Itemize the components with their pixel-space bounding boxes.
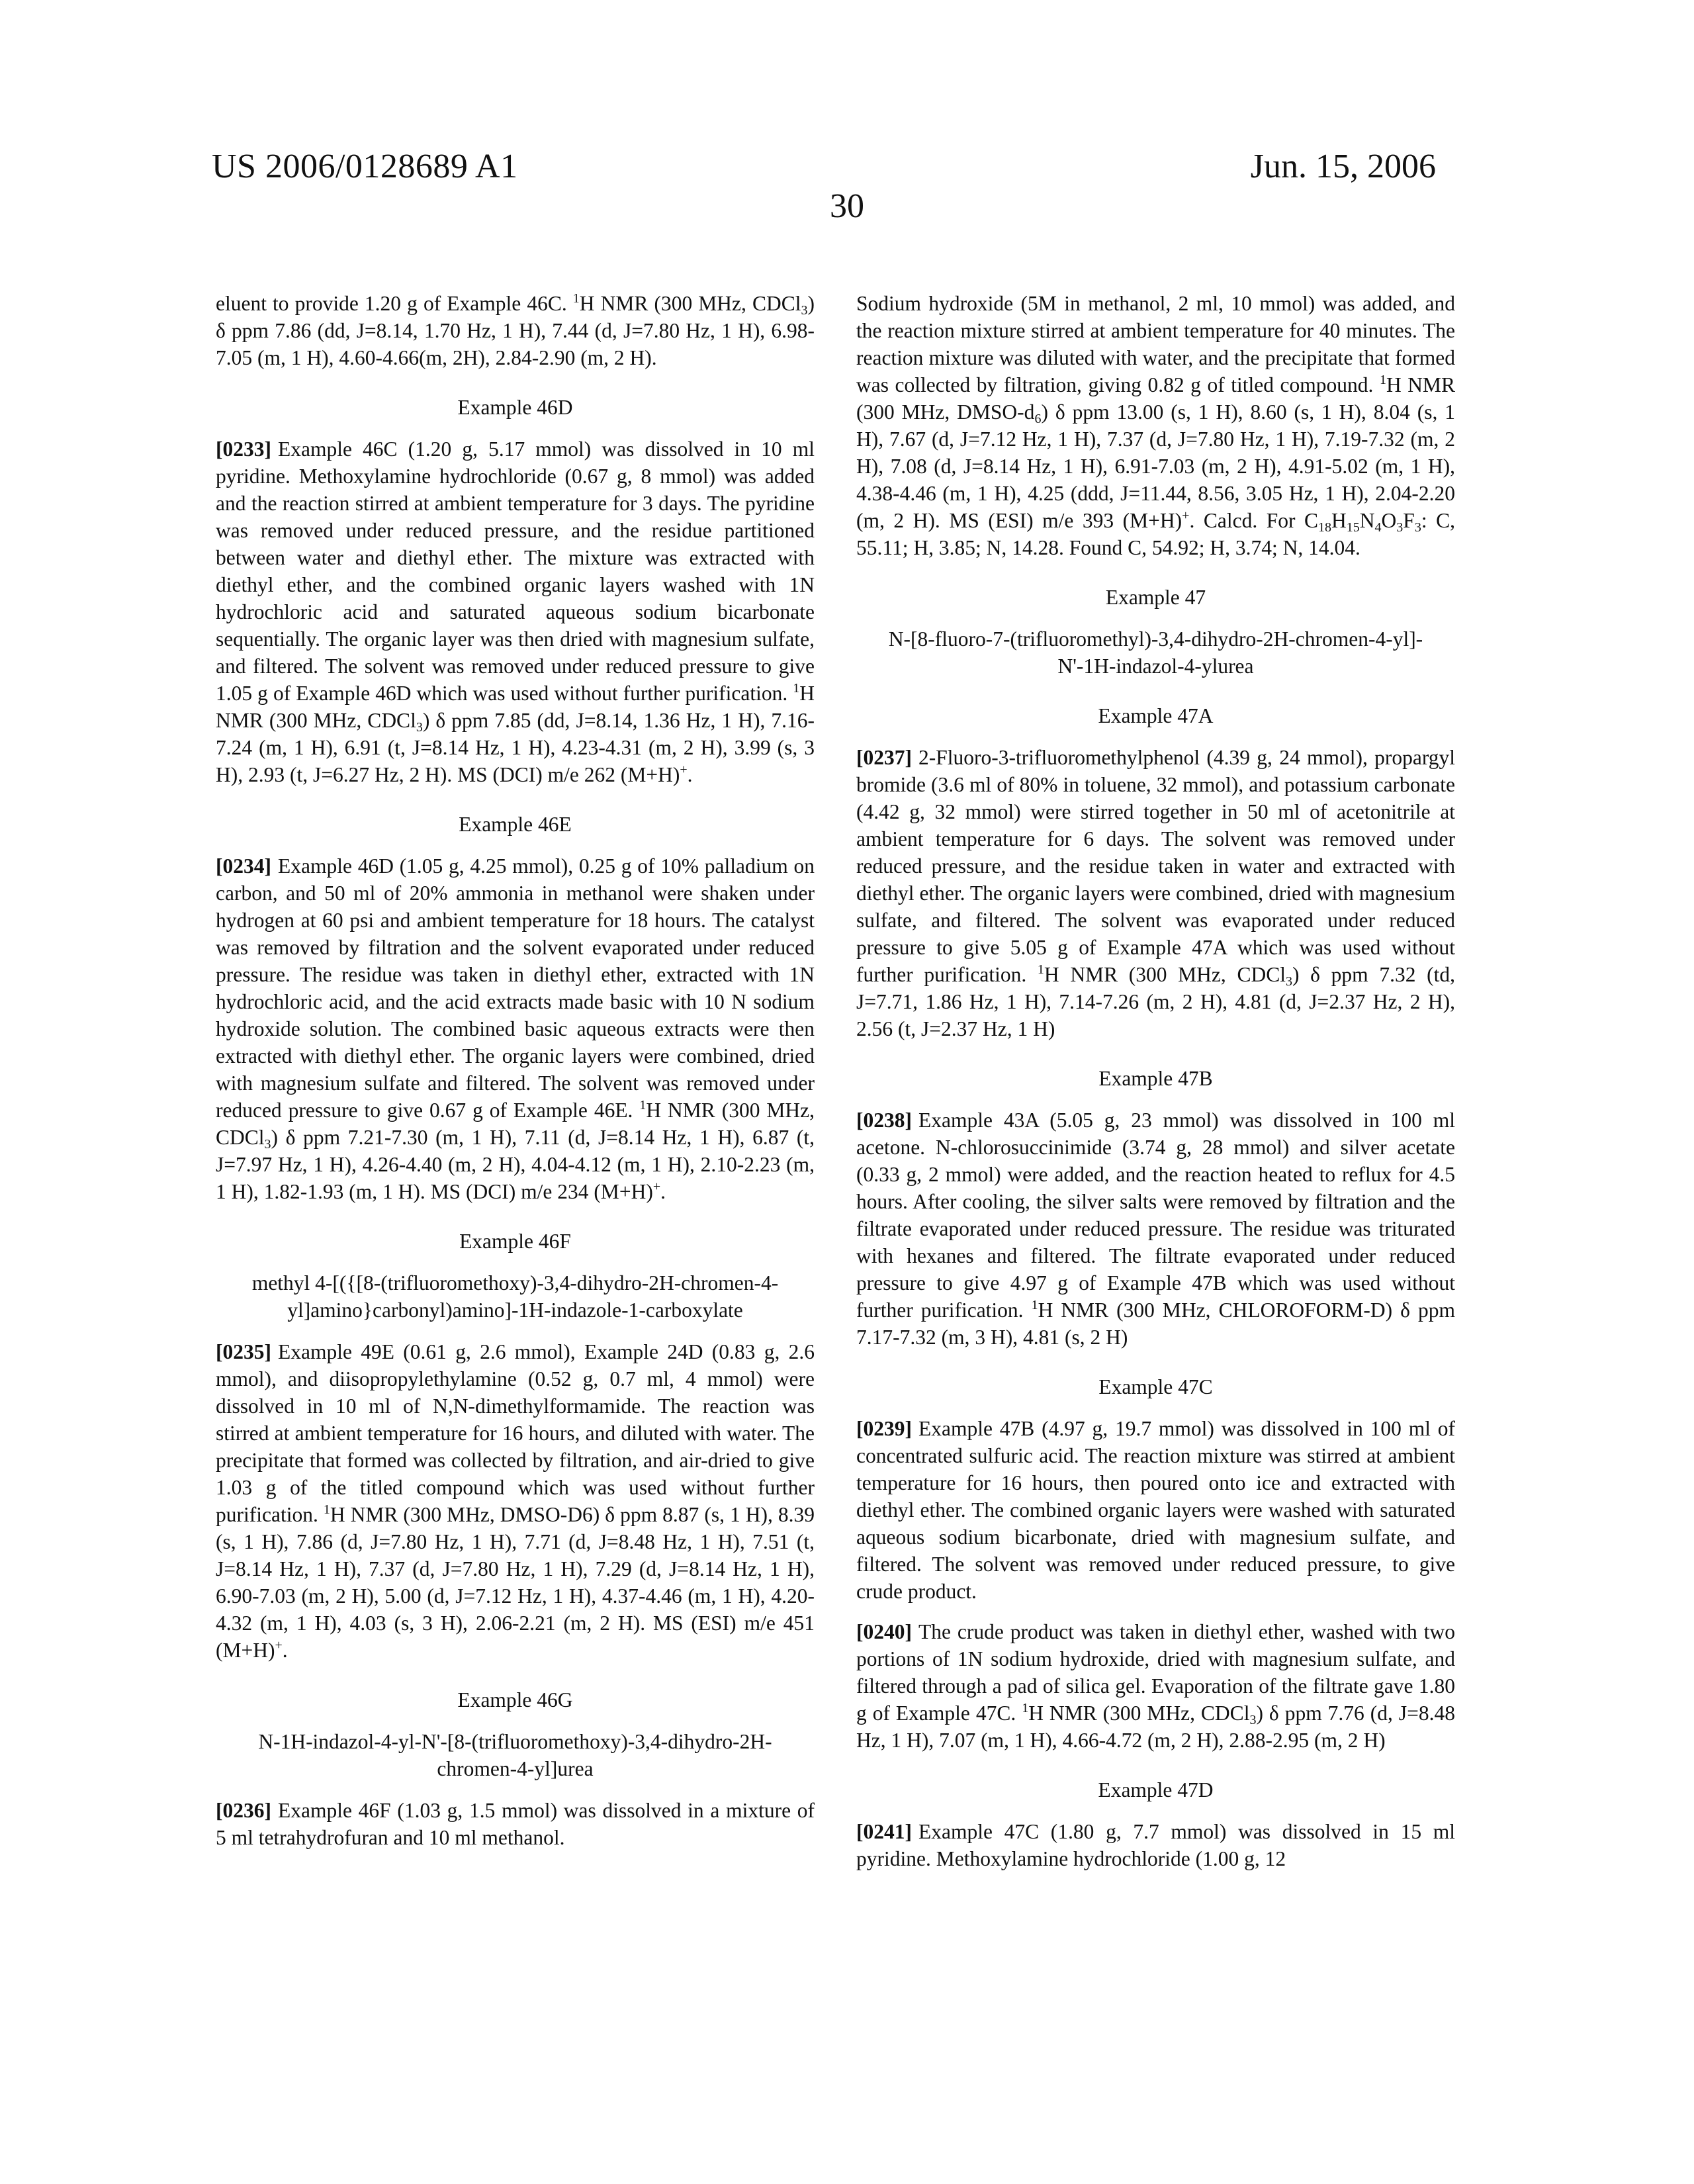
- heading-example-47b: Example 47B: [856, 1065, 1455, 1092]
- patent-number: US 2006/0128689 A1: [212, 147, 518, 186]
- heading-example-46g: Example 46G: [216, 1686, 815, 1713]
- paragraph-continuation: eluent to provide 1.20 g of Example 46C. 1H NMR (300 MHz, CDCl3) δ ppm 7.86 (dd, J=8.14, 1.70 Hz, 1 H), 7.44 (d, J=7.80 Hz, 1 H), 6.98-7.05 (m, 1 H), 4.60-4.66(m, 2H), 2.84-2.90 (m, 2 H).: [216, 290, 815, 371]
- paragraph-0239: [0239] Example 47B (4.97 g, 19.7 mmol) was dissolved in 100 ml of concentrated sulfuric acid. The reaction mixture was stirred at ambient temperature for 16 hours, then poured onto ice and extracted with diethyl ether. The combined organic layers were washed with saturated aqueous sodium bicarbonate, dried with magnesium sulfate, and filtered. The solvent was removed under reduced pressure, to give crude product.: [856, 1415, 1455, 1605]
- paragraph-0241: [0241] Example 47C (1.80 g, 7.7 mmol) was dissolved in 15 ml pyridine. Methoxylamine hydrochloride (1.00 g, 12: [856, 1818, 1455, 1872]
- heading-example-46f: Example 46F: [216, 1228, 815, 1255]
- paragraph-0233: [0233] Example 46C (1.20 g, 5.17 mmol) was dissolved in 10 ml pyridine. Methoxylamine hydrochloride (0.67 g, 8 mmol) was added and the reaction stirred at ambient temperature for 3 days. The pyridine was removed under reduced pressure, and the residue partitioned between water and diethyl ether. The mixture was extracted with diethyl ether, and the combined organic layers washed with 1N hydrochloric acid and saturated aqueous sodium bicarbonate sequentially. The organic layer was then dried with magnesium sulfate, and filtered. The solvent was removed under reduced pressure to give 1.05 g of Example 46D which was used without further purification. 1H NMR (300 MHz, CDCl3) δ ppm 7.85 (dd, J=8.14, 1.36 Hz, 1 H), 7.16-7.24 (m, 1 H), 6.91 (t, J=8.14 Hz, 1 H), 4.23-4.31 (m, 2 H), 3.99 (s, 3 H), 2.93 (t, J=6.27 Hz, 2 H). MS (DCI) m/e 262 (M+H)+.: [216, 435, 815, 788]
- compound-title-47: N-[8-fluoro-7-(trifluoromethyl)-3,4-dihydro-2H-chromen-4-yl]-N'-1H-indazol-4-ylurea: [856, 625, 1455, 680]
- heading-example-47: Example 47: [856, 584, 1455, 611]
- left-column: [216, 290, 815, 1851]
- paragraph-0237: [0237] 2-Fluoro-3-trifluoromethylphenol (4.39 g, 24 mmol), propargyl bromide (3.6 ml of 80% in toluene, 32 mmol), and potassium carbonate (4.42 g, 32 mmol) were stirred together in 50 ml of acetonitrile at ambient temperature for 6 days. The solvent was removed under reduced pressure, and the residue taken in water and extracted with diethyl ether. The organic layers were combined, dried with magnesium sulfate, and filtered. The solvent was evaporated under reduced pressure to give 5.05 g of Example 47A which was used without further purification. 1H NMR (300 MHz, CDCl3) δ ppm 7.32 (td, J=7.71, 1.86 Hz, 1 H), 7.14-7.26 (m, 2 H), 4.81 (d, J=2.37 Hz, 2 H), 2.56 (t, J=2.37 Hz, 1 H): [856, 744, 1455, 1042]
- compound-title-46f: methyl 4-[({[8-(trifluoromethoxy)-3,4-dihydro-2H-chromen-4-yl]amino}carbonyl)amino]-1H-indazole-1-carboxylate: [216, 1269, 815, 1324]
- heading-example-47c: Example 47C: [856, 1373, 1455, 1400]
- compound-title-46g: N-1H-indazol-4-yl-N'-[8-(trifluoromethoxy)-3,4-dihydro-2H-chromen-4-yl]urea: [216, 1728, 815, 1782]
- page-number: 30: [0, 187, 1694, 226]
- paragraph-continuation-right: Sodium hydroxide (5M in methanol, 2 ml, 10 mmol) was added, and the reaction mixture stirred at ambient temperature for 40 minutes. The reaction mixture was diluted with water, and the precipitate that formed was collected by filtration, giving 0.82 g of titled compound. 1H NMR (300 MHz, DMSO-d6) δ ppm 13.00 (s, 1 H), 8.60 (s, 1 H), 8.04 (s, 1 H), 7.67 (d, J=7.12 Hz, 1 H), 7.37 (d, J=7.80 Hz, 1 H), 7.19-7.32 (m, 2 H), 7.08 (d, J=8.14 Hz, 1 H), 6.91-7.03 (m, 2 H), 4.91-5.02 (m, 1 H), 4.38-4.46 (m, 1 H), 4.25 (ddd, J=11.44, 8.56, 3.05 Hz, 1 H), 2.04-2.20 (m, 2 H). MS (ESI) m/e 393 (M+H)+. Calcd. For C18H15N4O3F3: C, 55.11; H, 3.85; N, 14.28. Found C, 54.92; H, 3.74; N, 14.04.: [856, 290, 1455, 561]
- heading-example-47d: Example 47D: [856, 1776, 1455, 1803]
- right-column: [856, 290, 1455, 1872]
- paragraph-0235: [0235] Example 49E (0.61 g, 2.6 mmol), Example 24D (0.83 g, 2.6 mmol), and diisopropylethylamine (0.52 g, 0.7 ml, 4 mmol) were dissolved in 10 ml of N,N-dimethylformamide. The reaction was stirred at ambient temperature for 16 hours, and diluted with water. The precipitate that formed was collected by filtration, and air-dried to give 1.03 g of the titled compound which was used without further purification. 1H NMR (300 MHz, DMSO-D6) δ ppm 8.87 (s, 1 H), 8.39 (s, 1 H), 7.86 (d, J=7.80 Hz, 1 H), 7.71 (d, J=8.48 Hz, 1 H), 7.51 (t, J=8.14 Hz, 1 H), 7.37 (d, J=7.80 Hz, 1 H), 7.29 (d, J=8.14 Hz, 1 H), 6.90-7.03 (m, 2 H), 5.00 (d, J=7.12 Hz, 1 H), 4.37-4.46 (m, 1 H), 4.20-4.32 (m, 1 H), 4.03 (s, 3 H), 2.06-2.21 (m, 2 H). MS (ESI) m/e 451 (M+H)+.: [216, 1338, 815, 1664]
- publication-date: Jun. 15, 2006: [1251, 147, 1436, 186]
- heading-example-46e: Example 46E: [216, 811, 815, 838]
- paragraph-0238: [0238] Example 43A (5.05 g, 23 mmol) was dissolved in 100 ml acetone. N-chlorosuccinimide (3.74 g, 28 mmol) and silver acetate (0.33 g, 2 mmol) were added, and the reaction heated to reflux for 4.5 hours. After cooling, the silver salts were removed by filtration and the filtrate evaporated under reduced pressure. The residue was triturated with hexanes and filtered. The filtrate evaporated under reduced pressure to give 4.97 g of Example 47B which was used without further purification. 1H NMR (300 MHz, CHLOROFORM-D) δ ppm 7.17-7.32 (m, 3 H), 4.81 (s, 2 H): [856, 1107, 1455, 1351]
- heading-example-46d: Example 46D: [216, 394, 815, 421]
- paragraph-0240: [0240] The crude product was taken in diethyl ether, washed with two portions of 1N sodium hydroxide, dried with magnesium sulfate, and filtered through a pad of silica gel. Evaporation of the filtrate gave 1.80 g of Example 47C. 1H NMR (300 MHz, CDCl3) δ ppm 7.76 (d, J=8.48 Hz, 1 H), 7.07 (m, 1 H), 4.66-4.72 (m, 2 H), 2.88-2.95 (m, 2 H): [856, 1618, 1455, 1754]
- heading-example-47a: Example 47A: [856, 702, 1455, 729]
- paragraph-0236: [0236] Example 46F (1.03 g, 1.5 mmol) was dissolved in a mixture of 5 ml tetrahydrofuran and 10 ml methanol.: [216, 1797, 815, 1851]
- paragraph-0234: [0234] Example 46D (1.05 g, 4.25 mmol), 0.25 g of 10% palladium on carbon, and 50 ml of 20% ammonia in methanol were shaken under hydrogen at 60 psi and ambient temperature for 18 hours. The catalyst was removed by filtration and the solvent evaporated under reduced pressure. The residue was taken in diethyl ether, extracted with 1N hydrochloric acid, and the acid extracts made basic with 10 N sodium hydroxide solution. The combined basic aqueous extracts were then extracted with diethyl ether. The organic layers were combined, dried with magnesium sulfate and filtered. The solvent was removed under reduced pressure to give 0.67 g of Example 46E. 1H NMR (300 MHz, CDCl3) δ ppm 7.21-7.30 (m, 1 H), 7.11 (d, J=8.14 Hz, 1 H), 6.87 (t, J=7.97 Hz, 1 H), 4.26-4.40 (m, 2 H), 4.04-4.12 (m, 1 H), 2.10-2.23 (m, 1 H), 1.82-1.93 (m, 1 H). MS (DCI) m/e 234 (M+H)+.: [216, 852, 815, 1205]
